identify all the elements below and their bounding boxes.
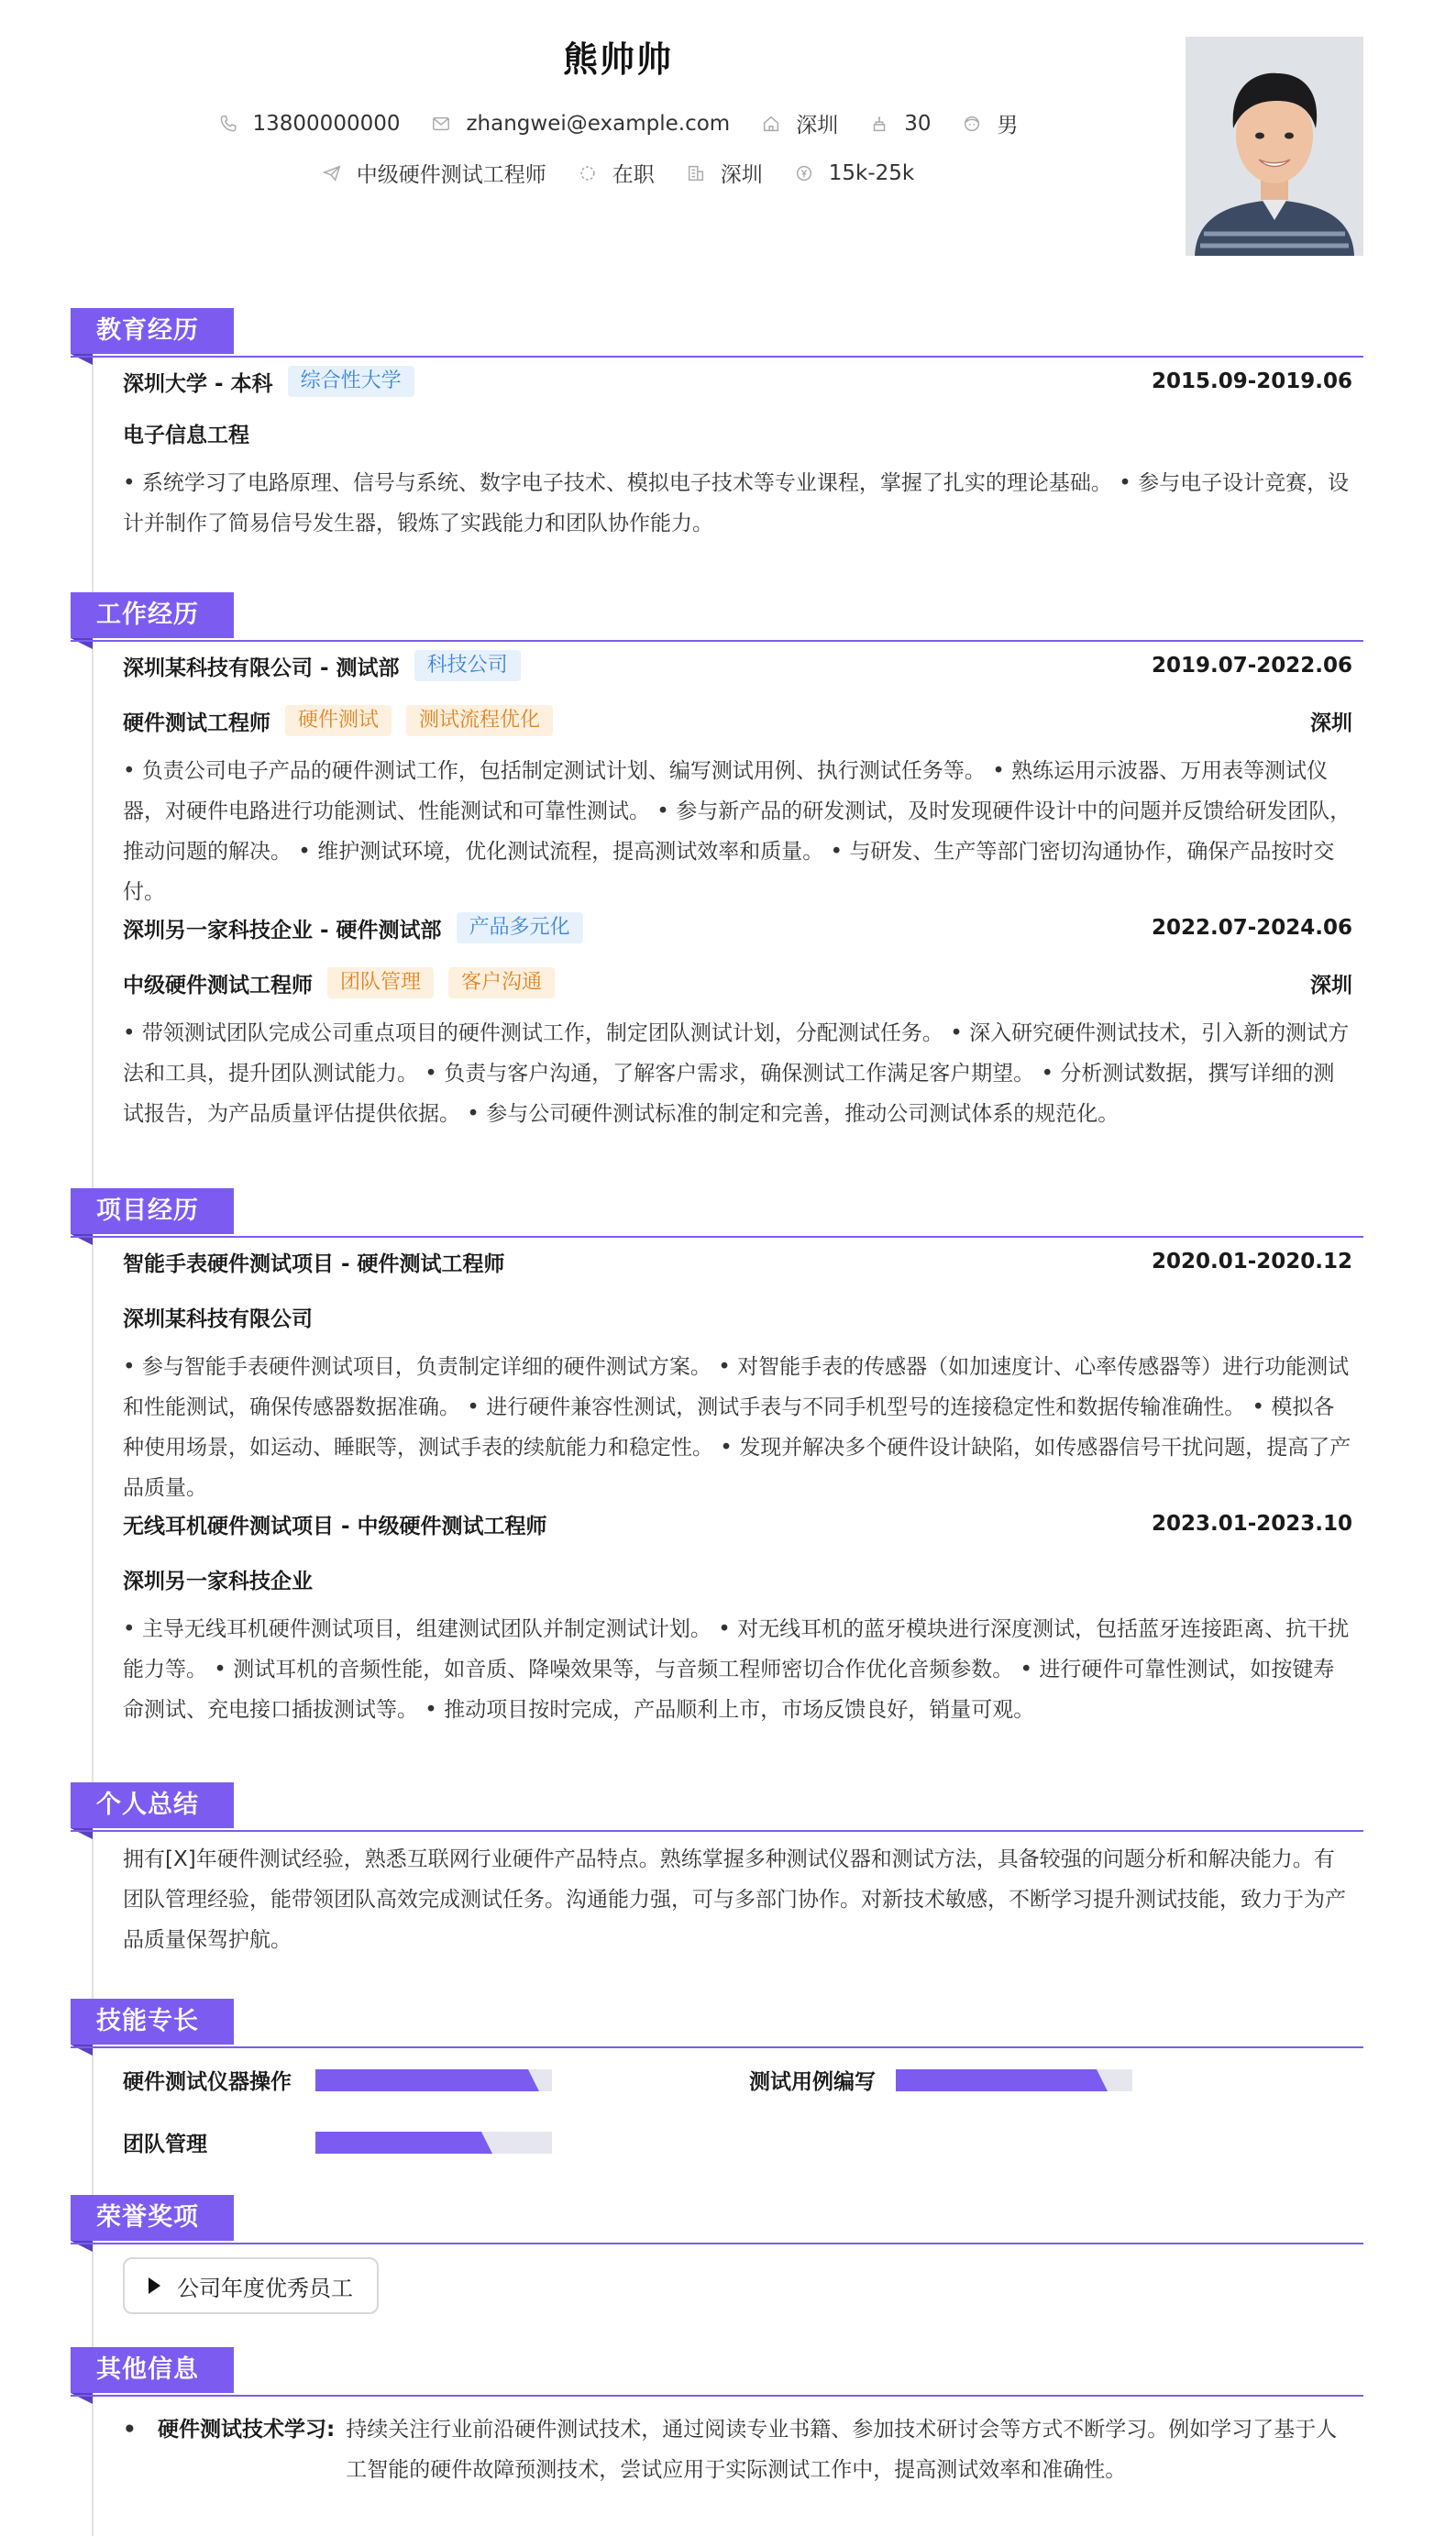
work-city: 深圳 [1310, 711, 1352, 735]
role-tag: 团队管理 [327, 967, 434, 998]
position-text: 中级硬件测试工程师 [356, 163, 546, 187]
awards-body [71, 2244, 1363, 2314]
work-role-row [123, 705, 1352, 736]
work-body [71, 650, 1363, 1134]
skills-header [71, 1999, 1363, 2048]
work-date: 2019.07-2022.06 [1151, 654, 1352, 678]
other-text: 持续关注行业前沿硬件测试技术，通过阅读专业书籍、参加技术研讨会等方式不断学习。例如学习了基于人工智能的硬件故障预测技术，尝试应用于实际测试工作中，提高测试效率和准确性。 [346, 2418, 1338, 2482]
skill-item [123, 2127, 552, 2157]
status-text: 在职 [612, 163, 655, 187]
project-date: 2020.01-2020.12 [1151, 1250, 1352, 1274]
work-company-row [123, 650, 1352, 681]
skill-fill [315, 2132, 481, 2154]
section-title: 个人总结 [71, 1782, 234, 1828]
work-section [71, 592, 1363, 1134]
skill-fill [896, 2069, 1097, 2091]
role-line [123, 967, 555, 998]
education-section [71, 308, 1363, 544]
age-text: 30 [904, 111, 932, 136]
project-name: 智能手表硬件测试项目 - 硬件测试工程师 [123, 1251, 505, 1276]
phone-text: 13800000000 [252, 111, 401, 136]
gender-icon [962, 114, 982, 134]
role-name: 中级硬件测试工程师 [123, 973, 313, 998]
work-item [123, 650, 1352, 912]
salary-item [794, 161, 914, 185]
age-item [869, 112, 931, 136]
projects-body [71, 1246, 1363, 1730]
project-row [123, 1246, 1352, 1277]
school-line [123, 366, 414, 397]
section-title: 荣誉奖项 [71, 2195, 234, 2241]
education-row [123, 366, 1352, 397]
section-title: 其他信息 [71, 2347, 234, 2393]
city-text: 深圳 [720, 163, 763, 187]
awards-header [71, 2195, 1363, 2244]
awards-section [71, 2195, 1363, 2314]
project-name: 无线耳机硬件测试项目 - 中级硬件测试工程师 [123, 1514, 547, 1538]
role-line [123, 705, 553, 736]
home-item [761, 108, 838, 138]
summary-text: 拥有[X]年硬件测试经验，熟悉互联网行业硬件产品特点。熟练掌握多种测试仪器和测试方法，具备较强的问题分析和解决能力。有团队管理经验，能带领团队高效完成测试任务。沟通能力强，可与多部门协作。对新技术敏感，不断学习提升测试技能，致力于为产品质量保驾护航。 [123, 1847, 1346, 1952]
building-icon [686, 163, 706, 183]
project-desc: • 参与智能手表硬件测试项目，负责制定详细的硬件测试方案。 • 对智能手表的传感器（如加速度计、心率传感器等）进行功能测试和性能测试，确保传感器数据准确。 • 进行硬件兼容性测试，测试手表与不同手机型号的连接稳定性和数据传输准确性。 • 模拟各种使用场景，如运动、睡眠等，测试手表的续航能力和稳定性。 • 发现并解决多个硬件设计缺陷，如传感器信号干扰问题，提高了产品质量。 [123, 1355, 1351, 1500]
salary-text: 15k-25k [828, 160, 915, 185]
project-desc: • 主导无线耳机硬件测试项目，组建测试团队并制定测试计划。 • 对无线耳机的蓝牙模块进行深度测试，包括蓝牙连接距离、抗干扰能力等。 • 测试耳机的音频性能，如音质、降噪效果等，与音频工程师密切合作优化音频参数。 • 进行硬件可靠性测试，如按键寿命测试、充电接口插拔测试等。 • 推动项目按时完成，产品顺利上市，市场反馈良好，销量可观。 [123, 1617, 1350, 1722]
other-item [123, 2409, 1352, 2490]
job-intent-row [0, 158, 1236, 188]
section-title: 技能专长 [71, 1999, 234, 2045]
position-item [322, 158, 546, 188]
section-divider [71, 2046, 1363, 2048]
summary-header [71, 1782, 1363, 1832]
other-header [71, 2347, 1363, 2397]
company-tag: 产品多元化 [457, 912, 583, 943]
skill-bar [315, 2069, 552, 2091]
skill-item [123, 2065, 552, 2095]
skill-name: 测试用例编写 [749, 2070, 876, 2094]
gender-item [962, 108, 1018, 138]
home-icon [761, 114, 781, 134]
skills-section [71, 1999, 1363, 2156]
work-desc: • 负责公司电子产品的硬件测试工作，包括制定测试计划、编写测试用例、执行测试任务等。 • 熟练运用示波器、万用表等测试仪器，对硬件电路进行功能测试、性能测试和可靠性测试。 • 参与新产品的研发测试，及时发现硬件设计中的问题并反馈给研发团队，推动问题的解决。 • 维护测试环境，优化测试流程，提高测试效率和质量。 • 与研发、生产等部门密切沟通协作，确保产品按时交付。 [123, 759, 1351, 904]
education-header [71, 308, 1363, 358]
skill-bar [896, 2069, 1132, 2091]
play-icon [149, 2277, 160, 2294]
school-tag: 综合性大学 [288, 366, 414, 397]
education-date: 2015.09-2019.06 [1151, 369, 1352, 393]
age-icon [869, 114, 889, 134]
company-line [123, 912, 583, 943]
award-item [123, 2257, 379, 2314]
project-company: 深圳某科技有限公司 [123, 1307, 313, 1331]
section-divider [71, 356, 1363, 358]
city-item [686, 158, 763, 188]
education-body [71, 366, 1363, 544]
projects-header [71, 1188, 1363, 1238]
project-item [123, 1246, 1352, 1508]
project-company: 深圳另一家科技企业 [123, 1569, 313, 1593]
projects-section [71, 1188, 1363, 1730]
other-body [71, 2397, 1363, 2490]
section-divider [71, 640, 1363, 642]
role-tag: 硬件测试 [285, 705, 392, 736]
email-text: zhangwei@example.com [466, 111, 731, 136]
work-company-row [123, 912, 1352, 943]
section-divider [71, 1830, 1363, 1832]
section-title: 教育经历 [71, 308, 234, 354]
section-title: 工作经历 [71, 592, 234, 638]
skill-item [749, 2065, 1132, 2095]
send-icon [322, 163, 342, 183]
work-item [123, 912, 1352, 1134]
bullet-icon: • [123, 2418, 137, 2442]
salary-icon [794, 163, 814, 183]
company-line [123, 650, 521, 681]
skill-name: 团队管理 [123, 2133, 207, 2156]
project-row [123, 1508, 1352, 1539]
company-tag: 科技公司 [414, 650, 521, 681]
major: 电子信息工程 [123, 423, 249, 447]
contact-row [0, 108, 1236, 138]
status-item [578, 158, 655, 188]
phone-icon [218, 114, 238, 134]
home-text: 深圳 [796, 114, 839, 138]
skill-bar [315, 2132, 552, 2154]
role-tag: 客户沟通 [448, 967, 555, 998]
section-title: 项目经历 [71, 1188, 234, 1234]
summary-section [71, 1782, 1363, 1960]
work-date: 2022.07-2024.06 [1151, 916, 1352, 940]
gender-text: 男 [997, 114, 1019, 138]
education-desc: • 系统学习了电路原理、信号与系统、数字电子技术、模拟电子技术等专业课程，掌握了扎实的理论基础。 • 参与电子设计竞赛，设计并制作了简易信号发生器，锻炼了实践能力和团队协作能力。 [123, 471, 1350, 535]
status-icon [578, 163, 598, 183]
work-desc: • 带领测试团队完成公司重点项目的硬件测试工作，制定团队测试计划，分配测试任务。 • 深入研究硬件测试技术，引入新的测试方法和工具，提升团队测试能力。 • 负责与客户沟通，了解客户需求，确保测试工作满足客户期望。 • 分析测试数据，撰写详细的测试报告，为产品质量评估提供依据。 • 参与公司硬件测试标准的制定和完善，推动公司测试体系的规范化。 [123, 1021, 1350, 1126]
project-item [123, 1508, 1352, 1730]
summary-body [71, 1839, 1363, 1960]
skill-fill [315, 2069, 528, 2091]
phone-item [218, 112, 401, 136]
company-name: 深圳另一家科技企业 - 硬件测试部 [123, 918, 442, 943]
candidate-name: 熊帅帅 [562, 39, 673, 80]
other-label: 硬件测试技术学习: [158, 2418, 336, 2442]
role-tag: 测试流程优化 [406, 705, 553, 736]
company-name: 深圳某科技有限公司 - 测试部 [123, 656, 400, 680]
work-header [71, 592, 1363, 642]
school-name: 深圳大学 - 本科 [123, 371, 273, 396]
project-date: 2023.01-2023.10 [1151, 1512, 1352, 1536]
skill-name: 硬件测试仪器操作 [123, 2070, 292, 2094]
award-name: 公司年度优秀员工 [177, 2275, 353, 2301]
role-name: 硬件测试工程师 [123, 711, 270, 735]
email-icon [431, 114, 451, 134]
profile-photo [1186, 37, 1363, 256]
section-divider [71, 1236, 1363, 1238]
other-section [71, 2347, 1363, 2490]
work-city: 深圳 [1310, 973, 1352, 998]
work-role-row [123, 967, 1352, 998]
email-item [431, 112, 730, 136]
